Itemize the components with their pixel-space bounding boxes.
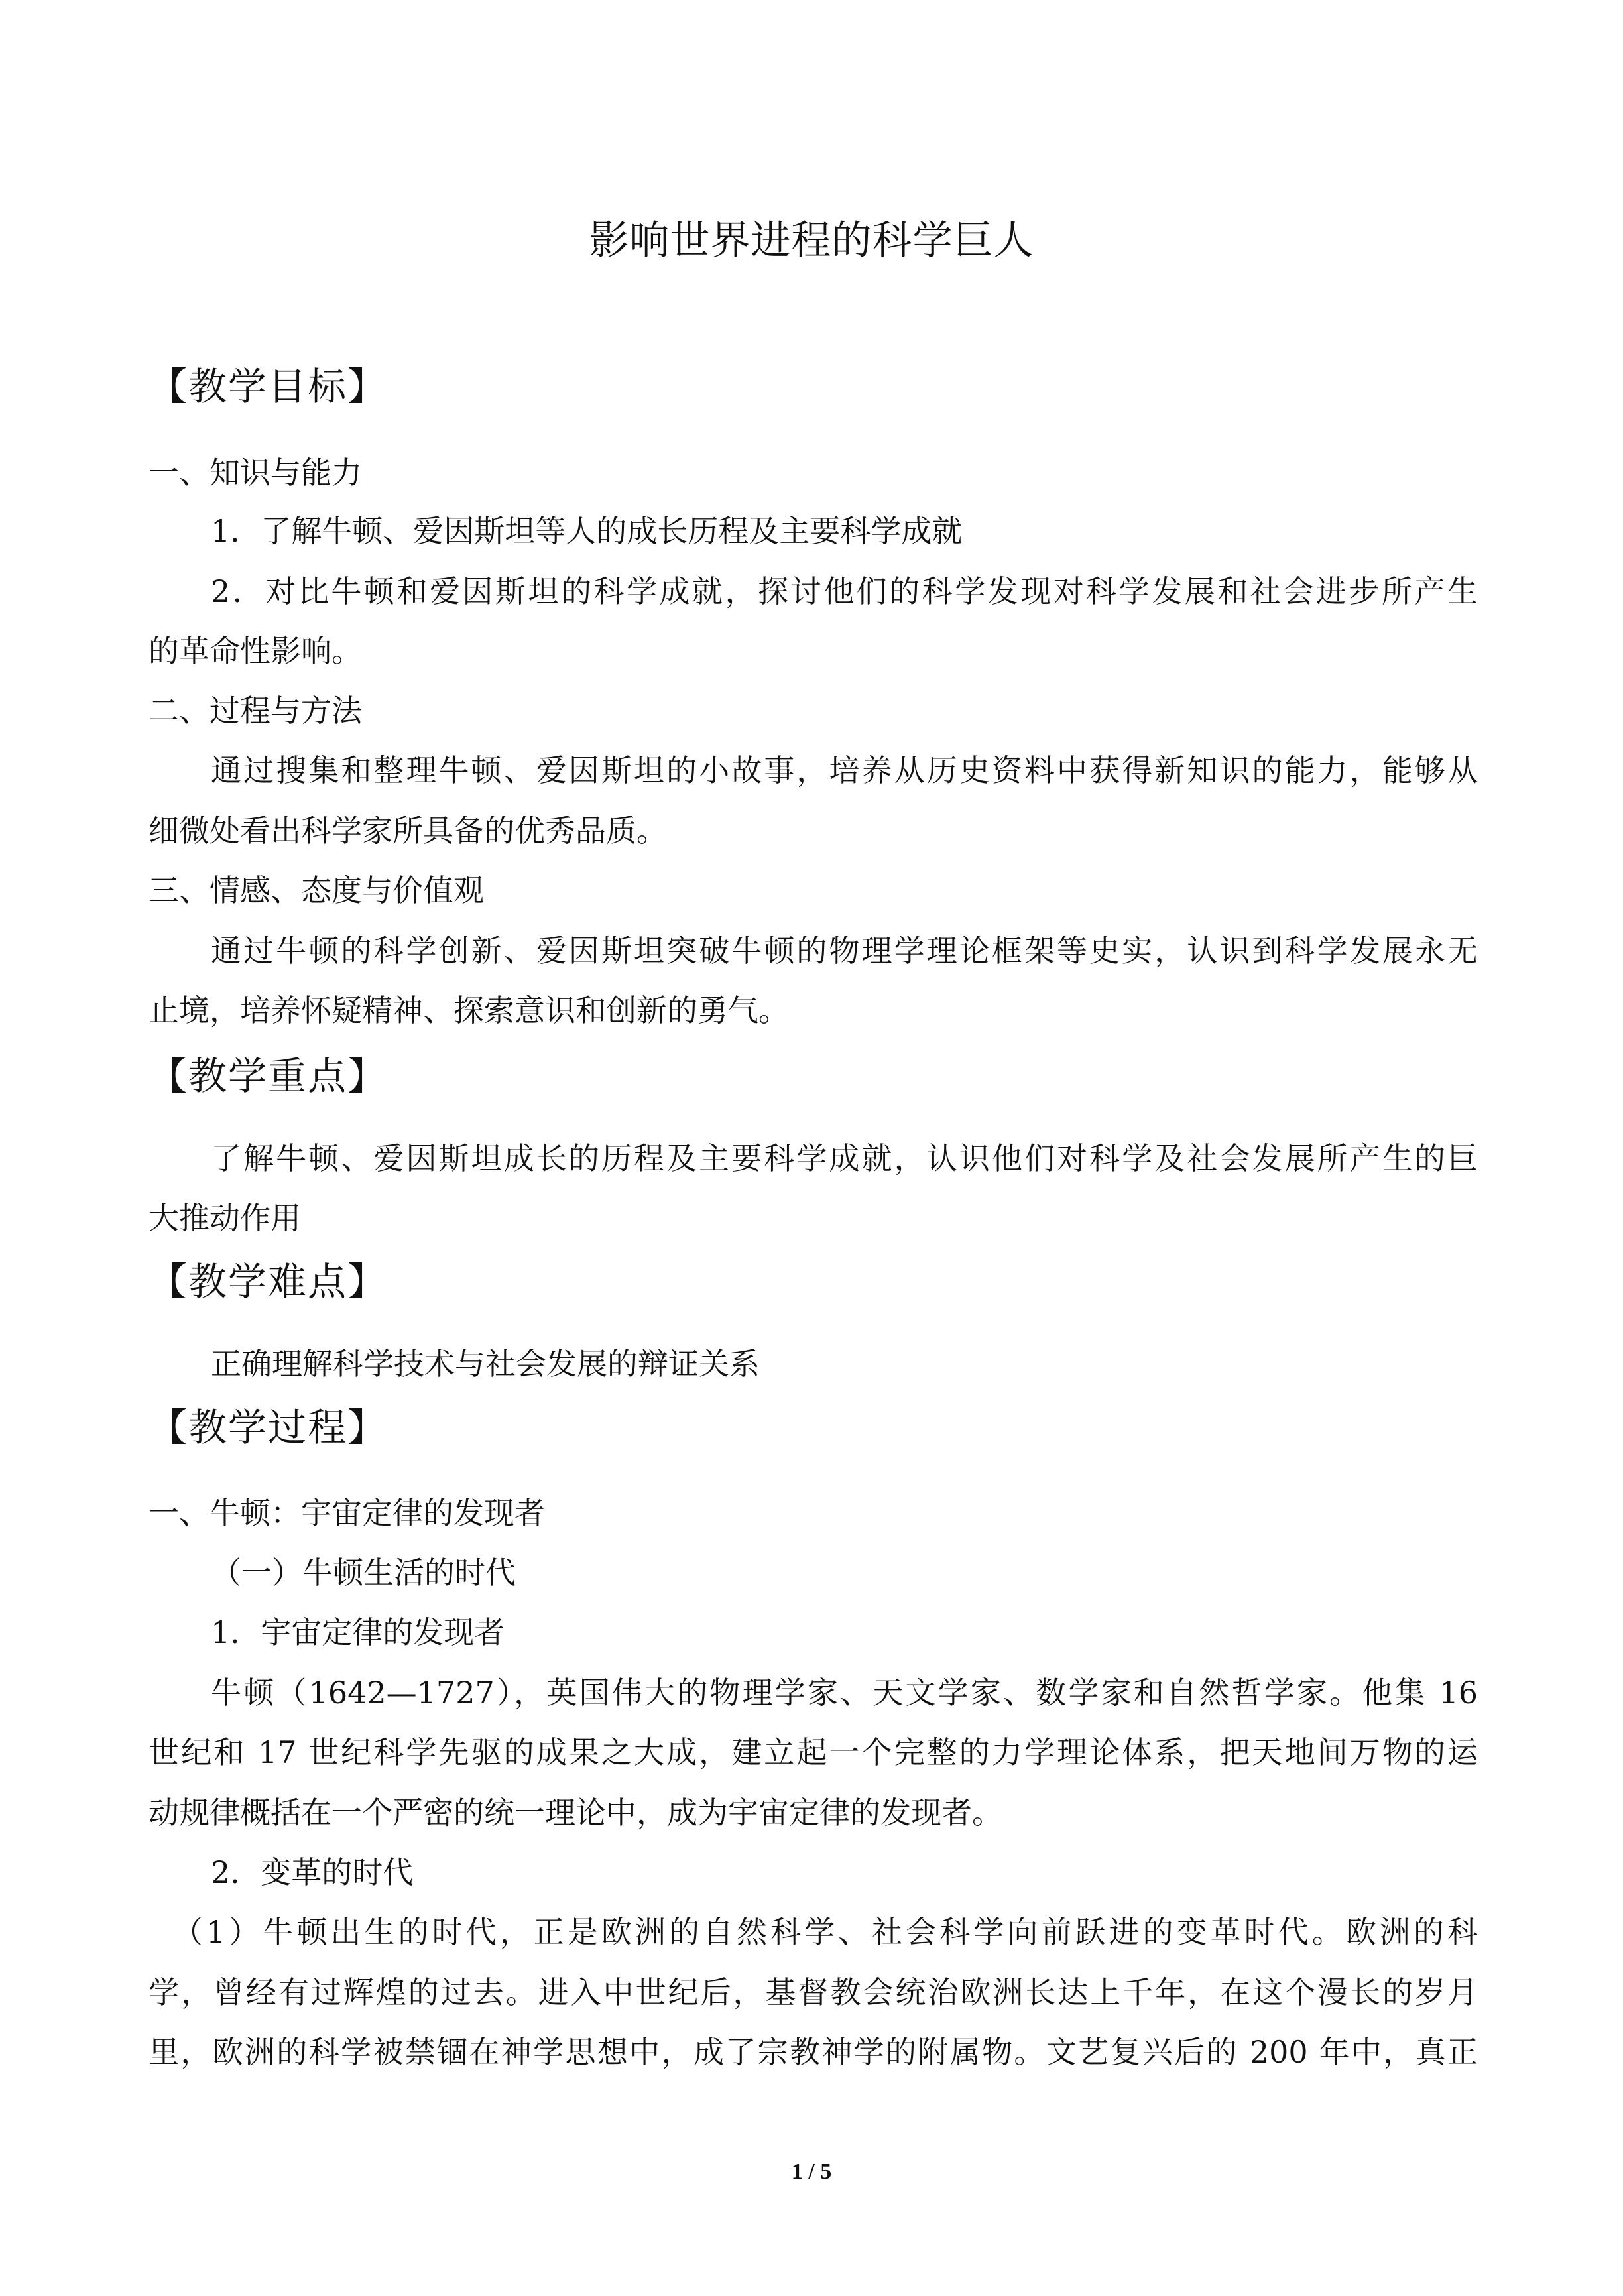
- process-paragraph-1-line-3: 动规律概括在一个严密的统一理论中，成为宇宙定律的发现者。: [149, 1795, 1002, 1831]
- objectives-process-line-2: 细微处看出科学家所具备的优秀品质。: [149, 813, 667, 849]
- process-paragraph-1-line-2: 世纪和 17 世纪科学先驱的成果之大成，建立起一个完整的力学理论体系，把天地间万物的运: [149, 1734, 1478, 1770]
- objectives-heading-process: 二、过程与方法: [149, 693, 362, 729]
- process-heading-newton: 一、牛顿：宇宙定律的发现者: [149, 1495, 545, 1531]
- process-paragraph-2-line-2: 学，曾经有过辉煌的过去。进入中世纪后，基督教会统治欧洲长达上千年，在这个漫长的岁月: [149, 1974, 1478, 2010]
- keypoints-line-1: 了解牛顿、爱因斯坦成长的历程及主要科学成就，认识他们对科学及社会发展所产生的巨: [211, 1140, 1478, 1176]
- objectives-values-line-2: 止境，培养怀疑精神、探索意识和创新的勇气。: [149, 993, 789, 1028]
- process-subheading-era: （一）牛顿生活的时代: [211, 1555, 516, 1591]
- objectives-heading-knowledge: 一、知识与能力: [149, 455, 362, 491]
- objectives-process-line-1: 通过搜集和整理牛顿、爱因斯坦的小故事，培养从历史资料中获得新知识的能力，能够从: [211, 753, 1478, 788]
- process-paragraph-1-line-1: 牛顿（1642—1727），英国伟大的物理学家、天文学家、数学家和自然哲学家。他集 16: [211, 1675, 1478, 1711]
- section-heading-difficulties: 【教学难点】: [149, 1259, 388, 1304]
- difficulties-line-1: 正确理解科学技术与社会发展的辩证关系: [211, 1346, 760, 1382]
- process-paragraph-2-line-3: 里，欧洲的科学被禁锢在神学思想中，成了宗教神学的附属物。文艺复兴后的 200 年中，真正: [149, 2034, 1478, 2070]
- process-item-2: 2．变革的时代: [211, 1854, 414, 1890]
- process-item-1: 1．宇宙定律的发现者: [211, 1614, 505, 1650]
- keypoints-line-2: 大推动作用: [149, 1200, 301, 1236]
- page-number: 1 / 5: [791, 2159, 832, 2184]
- process-paragraph-2-line-1: （1）牛顿出生的时代，正是欧洲的自然科学、社会科学向前跃进的变革时代。欧洲的科: [172, 1914, 1478, 1950]
- objectives-heading-values: 三、情感、态度与价值观: [149, 873, 484, 908]
- objectives-item-1: 1．了解牛顿、爱因斯坦等人的成长历程及主要科学成就: [211, 513, 963, 549]
- objectives-item-2-line-1: 2．对比牛顿和爱因斯坦的科学成就，探讨他们的科学发现对科学发展和社会进步所产生: [211, 574, 1478, 609]
- section-heading-objectives: 【教学目标】: [149, 364, 388, 409]
- section-heading-process: 【教学过程】: [149, 1405, 388, 1450]
- document-title: 影响世界进程的科学巨人: [589, 217, 1034, 264]
- objectives-values-line-1: 通过牛顿的科学创新、爱因斯坦突破牛顿的物理学理论框架等史实，认识到科学发展永无: [211, 933, 1478, 969]
- objectives-item-2-line-2: 的革命性影响。: [149, 633, 362, 669]
- section-heading-keypoints: 【教学重点】: [149, 1054, 388, 1099]
